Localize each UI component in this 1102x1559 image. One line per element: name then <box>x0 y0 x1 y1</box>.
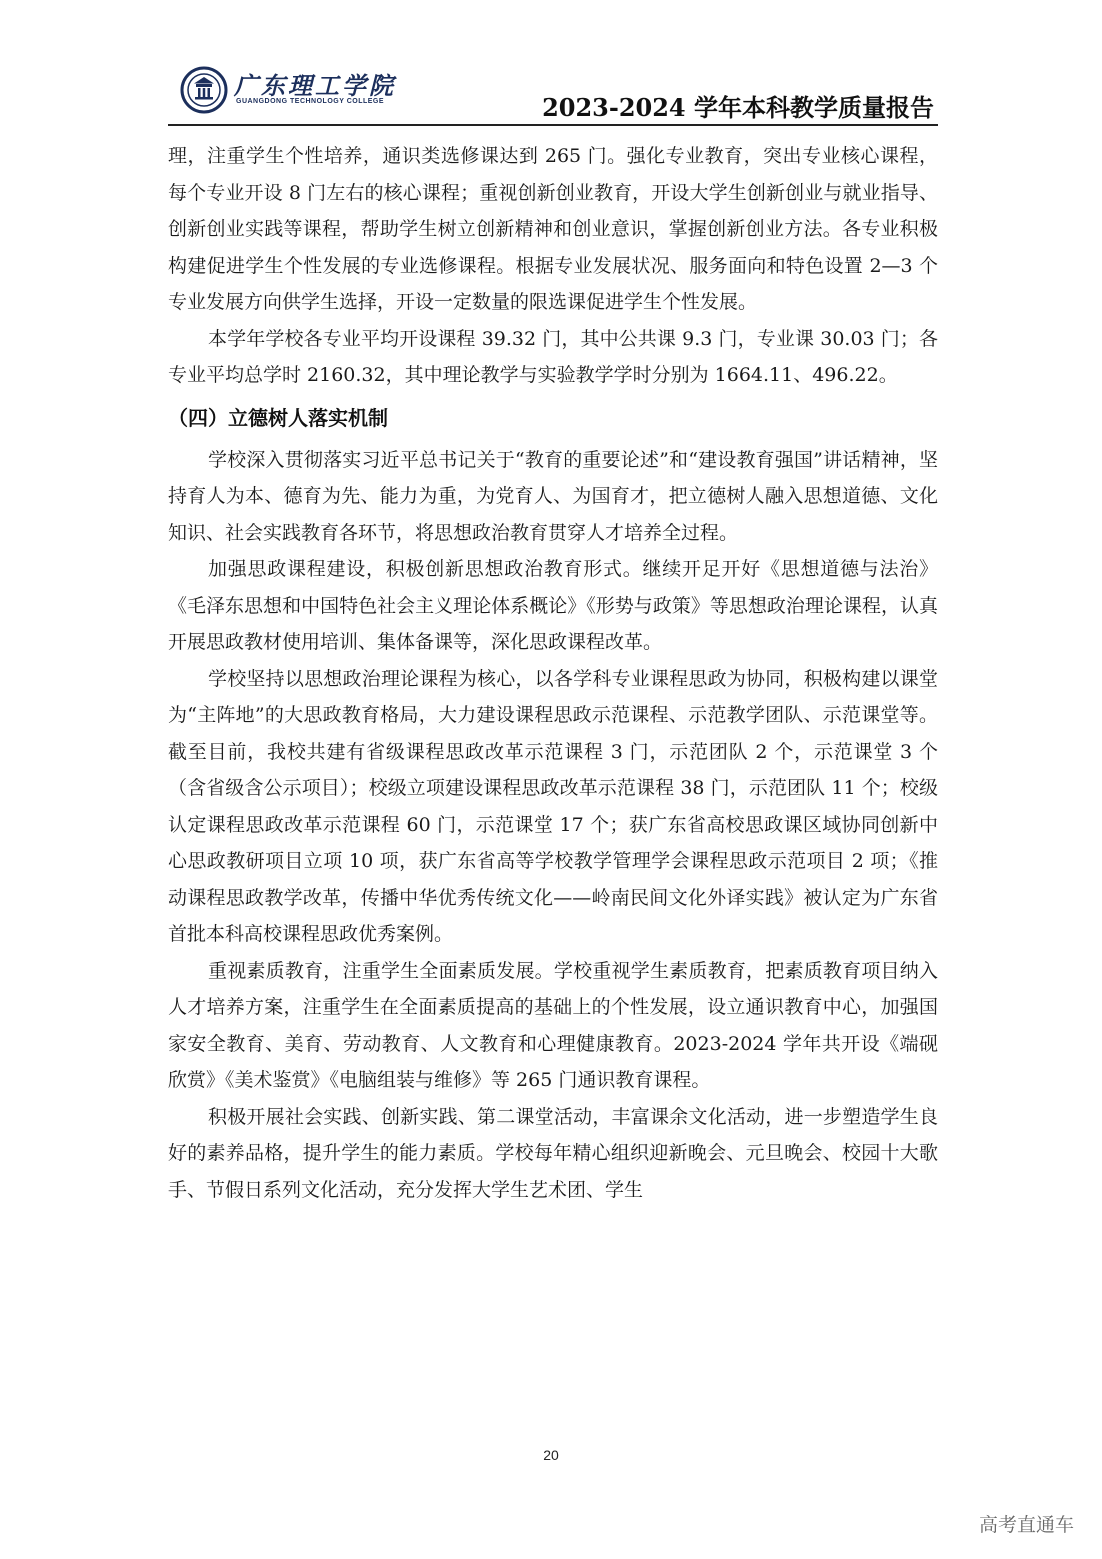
report-title: 2023-2024 学年本科教学质量报告 <box>542 93 934 122</box>
paragraph-moral-education: 学校深入贯彻落实习近平总书记关于“教育的重要论述”和“建设教育强国”讲话精神，坚持育人为本、德育为先、能力为重，为党育人、为国育才，把立德树人融入思想道德、文化知识、社会实践教育各环节，将思想政治教育贯穿人才培养全过程。 <box>168 448 938 544</box>
header-divider <box>168 124 938 126</box>
paragraph-social-practice: 积极开展社会实践、创新实践、第二课堂活动，丰富课余文化活动，进一步塑造学生良好的素养品格，提升学生的能力素质。学校每年精心组织迎新晚会、元旦晚会、校园十大歌手、节假日系列文化活动，充分发挥大学生艺术团、学生 <box>168 1105 938 1201</box>
paragraph-quality-education: 重视素质教育，注重学生全面素质发展。学校重视学生素质教育，把素质教育项目纳入人才培养方案，注重学生在全面素质提高的基础上的个性发展，设立通识教育中心，加强国家安全教育、美育、劳动教育、人文教育和心理健康教育。2023-2024 学年共开设《端砚欣赏》《美术鉴赏》《电脑组装与维修》等 265 门通识教育课程。 <box>168 959 938 1091</box>
college-logo-english: GUANGDONG TECHNOLOGY COLLEGE <box>236 98 385 105</box>
college-logo-text: 广东理工学院 <box>234 72 396 100</box>
paragraph-continued: 理，注重学生个性培养，通识类选修课达到 265 门。强化专业教育，突出专业核心课程，每个专业开设 8 门左右的核心课程；重视创新创业教育，开设大学生创新创业与就业指导、创新创业实践等课程，帮助学生树立创新精神和创业意识，掌握创新创业方法。各专业积极构建促进学生个性发展的专业选修课程。根据专业发展状况、服务面向和特色设置 2—3 个专业发展方向供学生选择，开设一定数量的限选课促进学生个性发展。 <box>168 145 938 313</box>
page-header <box>168 58 938 126</box>
paragraph-course-stats: 本学年学校各专业平均开设课程 39.32 门，其中公共课 9.3 门，专业课 30.03 门；各专业平均总学时 2160.32，其中理论教学与实验教学学时分别为 1664.11、496.22。 <box>168 327 938 386</box>
page-number: 20 <box>543 1447 559 1463</box>
paragraph-ideology-courses: 加强思政课程建设，积极创新思想政治教育形式。继续开足开好《思想道德与法治》《毛泽东思想和中国特色社会主义理论体系概论》《形势与政策》等思想政治理论课程，认真开展思政教材使用培训、集体备课等，深化思政课程改革。 <box>168 558 938 653</box>
watermark: 高考直通车 <box>978 1514 1074 1536</box>
college-seal-icon <box>180 66 228 114</box>
paragraph-course-ideology: 学校坚持以思想政治理论课程为核心，以各学科专业课程思政为协同，积极构建以课堂为“主阵地”的大思政教育格局，大力建设课程思政示范课程、示范教学团队、示范课堂等。截至目前，我校共建有省级课程思政改革示范课程 3 门，示范团队 2 个，示范课堂 3 个（含省级含公示项目）；校级立项建设课程思政改革示范课程 38 门，示范团队 11 个；校级认定课程思政改革示范课程 60 门，示范课堂 17 个；获广东省高校思政课区域协同创新中心思政教研项目立项 10 项，获广东省高等学校教学管理学会课程思政示范项目 2 项；《推动课程思政教学改革，传播中华优秀传统文化——岭南民间文化外译实践》被认定为广东省首批本科高校课程思政优秀案例。 <box>168 667 938 945</box>
page-body <box>168 138 938 1208</box>
section-heading: （四）立德树人落实机制 <box>168 405 388 430</box>
